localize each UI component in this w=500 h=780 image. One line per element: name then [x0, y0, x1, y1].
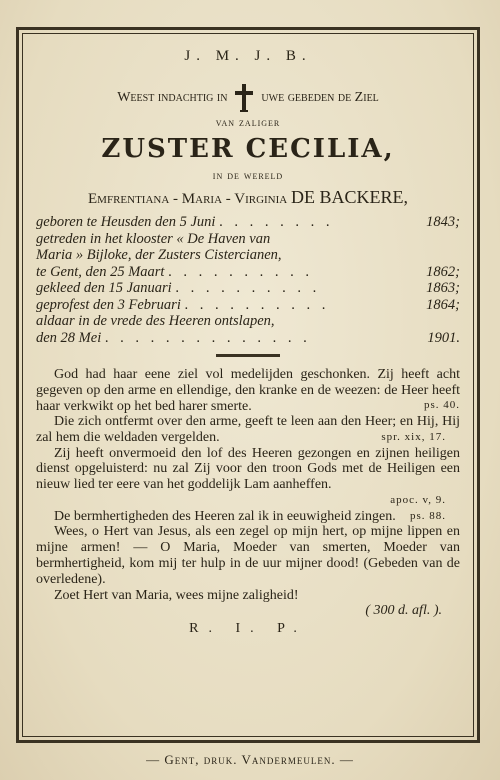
- given-names: Emfrentiana - Maria - Virginia: [88, 191, 288, 207]
- surname: DE BACKERE,: [290, 187, 408, 207]
- reference-2: spr. xix, 17.: [381, 430, 446, 443]
- bio-entered-2: Maria » Bijloke, der Zusters Cistercianen,: [36, 247, 282, 263]
- paragraph-6: Zoet Hert van Maria, wees mijne zaligheid!: [54, 587, 299, 603]
- bio-professed: geprofest den 3 Februari . . . . . . . . . . 1864;: [36, 296, 460, 313]
- paragraph-2: Die zich ontfermt over den arme, geeft te leen aan den Heer; en Hij, Hij zal hem die weldaden vergelden.: [36, 414, 460, 445]
- van-zaliger: van zaliger: [215, 115, 281, 129]
- paragraph-3: Zij heeft onvermoeid den lof des Heeren gezongen en zijnen heiligen dienst opgeluisterd: nu zal Zij voor den troon Gods met de Heiligen een nieuw lied ter eere van het goddelijk Lam aanheffen.: [36, 445, 460, 493]
- bio-entered-1: getreden in het klooster « De Haven van: [36, 230, 271, 247]
- rip: R. I. P.: [189, 621, 307, 637]
- reference-1: ps. 40.: [423, 399, 460, 412]
- cross-icon: [233, 83, 255, 113]
- paragraph-1: God had haar eene ziel vol medelijden geschonken. Zij heeft acht gegeven op den arme en ellendige, den kranke en de weezen: de Heer heeft haar verkwikt op het bed harer smerte.: [36, 367, 460, 414]
- initials: J. M. J. B.: [184, 48, 312, 64]
- paragraph-4: De bermhertigheden des Heeren zal ik in eeuwigheid zingen.: [54, 508, 396, 524]
- in-de-wereld: in de wereld: [212, 168, 284, 182]
- worldly-name: [36, 187, 460, 208]
- bio-clothed: gekleed den 15 Januari . . . . . . . . . . 1863;: [36, 280, 460, 296]
- remembrance-left: Weest indachtig in: [117, 90, 228, 105]
- prayer-text: [36, 367, 460, 619]
- bio-born: geboren te Heusden den 5 Juni . . . . . . . . 1843;: [36, 214, 460, 230]
- paragraph-5: Wees, o Hert van Jesus, als een zegel op mijn hert, op mijne lippen en mijne armen! — O Maria, Moeder van smerten, Moeder van bermhertigheid, kom mij ter hulp in de uur mijner dood! (Gebeden van de overledene).: [36, 524, 460, 587]
- reference-3: apoc. v, 9.: [390, 493, 446, 506]
- bio-died-1: aldaar in de vrede des Heeren ontslapen,: [36, 313, 275, 329]
- remembrance-right: uwe gebeden de Ziel: [261, 90, 379, 105]
- indulgence-note: ( 300 d. afl. ).: [365, 603, 442, 619]
- biography: [36, 214, 460, 346]
- deceased-name: ZUSTER CECILIA,: [101, 134, 395, 164]
- printer-credit: — Gent, druk. Vandermeulen. —: [146, 752, 354, 767]
- bio-died-2: den 28 Mei . . . . . . . . . . . . . . 1901.: [36, 329, 460, 346]
- reference-4: ps. 88.: [409, 509, 446, 522]
- card-content: [36, 40, 460, 637]
- remembrance-line: [36, 83, 460, 113]
- bio-entered-3: te Gent, den 25 Maart . . . . . . . . . . 1862;: [36, 263, 460, 280]
- separator-rule: [216, 354, 280, 357]
